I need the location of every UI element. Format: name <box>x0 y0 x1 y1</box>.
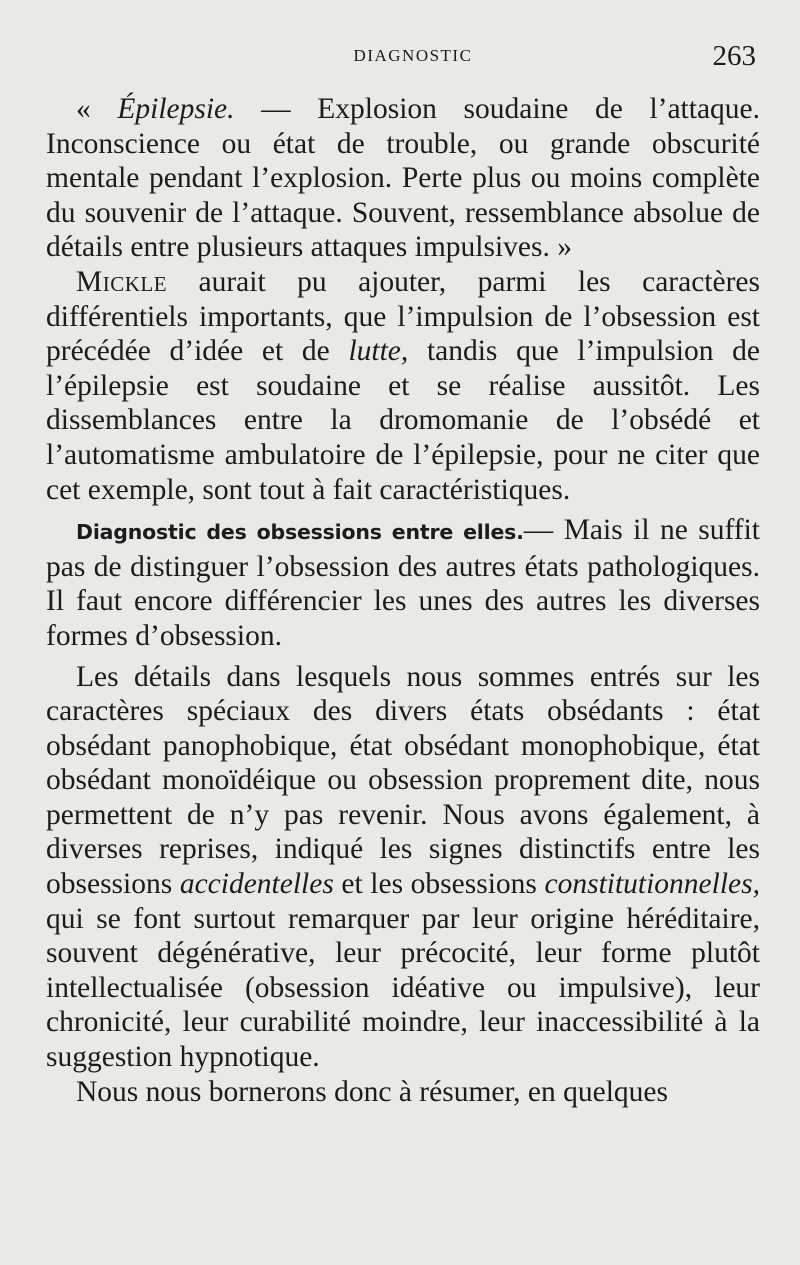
page-number: 263 <box>712 40 756 72</box>
paragraph-text: Les détails dans lesquels nous sommes entrés sur les caractères spéciaux des divers états obsédants : état obsédant panophobique, état obsédant monophobique, état obsédant monoïdéique ou obsession proprement dite, nous permettent de n’y pas revenir. Nous avons également, à diverses reprises, indiqué les signes distinctifs entre les obsessions <box>46 660 760 901</box>
paragraph-text: qui se font surtout remarquer par leur origine héréditaire, souvent dégénérative, leur précocité, leur forme plutôt intellectualisée (obsession idéative ou impulsive), leur chronicité, leur curabilité moindre, leur inaccessibilité à la suggestion hypnotique. <box>46 902 760 1074</box>
page-header <box>46 40 760 92</box>
term-epilepsie: Épilepsie. <box>117 93 235 125</box>
paragraph-text: Nous nous bornerons donc à résumer, en quelques <box>76 1075 668 1108</box>
paragraph-text: et les obsessions <box>333 868 545 901</box>
running-head: DIAGNOSTIC <box>353 46 473 65</box>
emphasis-constitutionnelles: constitutionnelles, <box>544 868 760 901</box>
paragraph-diagnostic-heading <box>46 513 760 653</box>
quote-text: — Explosion soudaine de l’attaque. Inconscience ou état de trouble, ou grande obscurité mentale pendant l’explosion. Perte plus ou moins complète du souvenir de l’attaque. Souvent, ressemblance absolue de détails entre plusieurs attaques impulsives. » <box>46 93 761 264</box>
emphasis-lutte: lutte, <box>348 335 409 368</box>
paragraph-text: tandis que l’impulsion de l’épilepsie est soudaine et se réalise aussitôt. Les dissemblances entre la dromomanie de l’obsédé et l’automatisme ambulatoire de l’épilepsie, pour ne citer que cet exemple, sont tout à fait caractéristiques. <box>46 335 760 506</box>
paragraph-text: — Mais il ne suffit pas de distinguer l’obsession des autres états pathologiques. Il faut encore différencier les unes des autres les diverses formes d’obsession. <box>46 514 760 652</box>
paragraph-epilepsie-quote <box>46 92 760 265</box>
open-quote: « <box>76 93 118 125</box>
section-heading: Diagnostic des obsessions entre elles. <box>76 520 524 545</box>
paragraph-final <box>46 1075 760 1110</box>
emphasis-accidentelles: accidentelles <box>179 868 334 901</box>
paragraph-text: aurait pu ajouter, parmi les caractères différentiels importants, que l’impulsion de l’obsession est précédée d’idée et de <box>46 265 760 368</box>
paragraph-mickle <box>46 265 760 507</box>
paragraph-details <box>46 660 760 1075</box>
author-name: Mickle <box>76 265 168 298</box>
